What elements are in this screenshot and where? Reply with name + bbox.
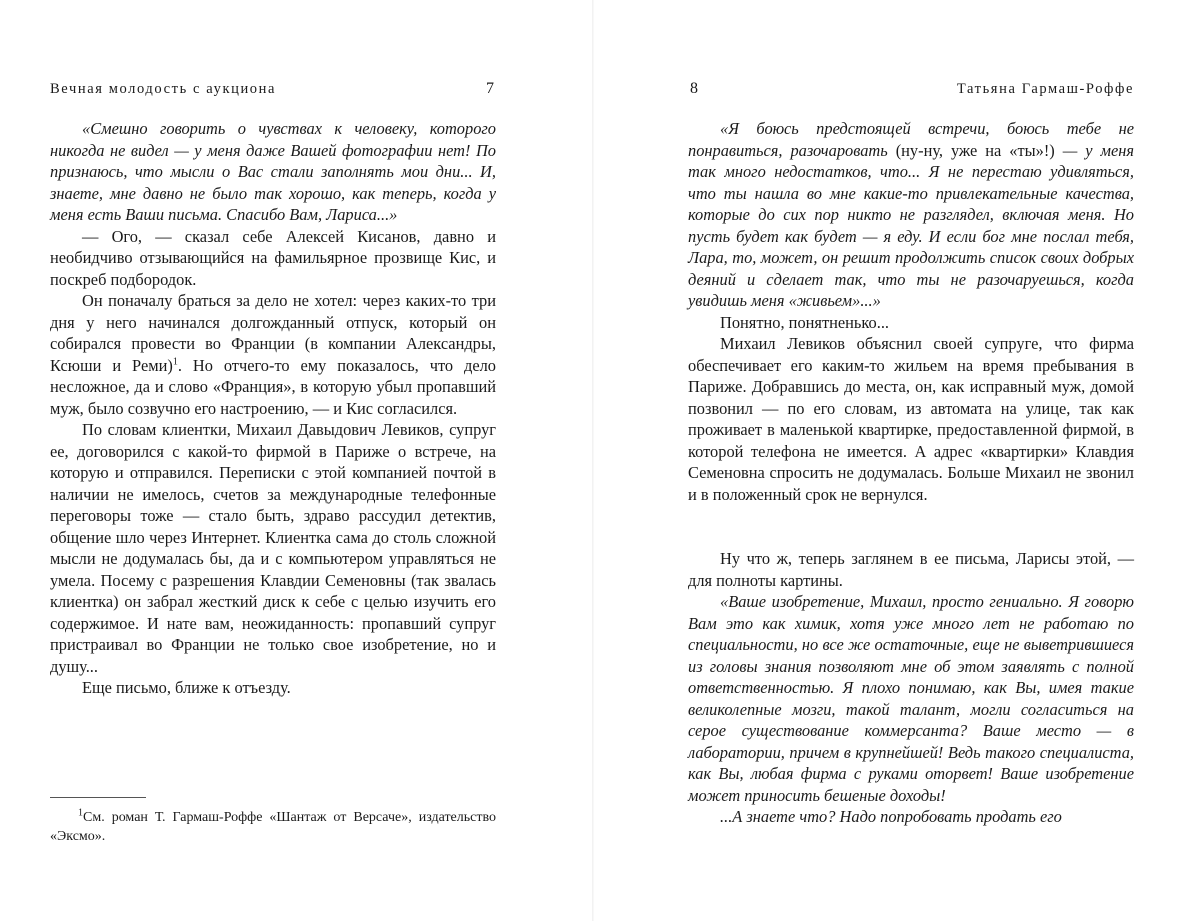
body-paragraph: — Ого, — сказал себе Алексей Кисанов, давно и необидчиво отзывающийся на фамильярное прозвище Кис, и поскреб подбородок.: [50, 226, 496, 289]
right-page: [688, 0, 1134, 921]
paragraph-text: . Но отчего-то ему показалось, что дело несложное, да и слово «Франция», в которую убыл пропавший муж, было созвучно его настроению, — и Кис согласился.: [50, 355, 496, 418]
left-page-number: 7: [486, 80, 494, 97]
body-paragraph: Еще письмо, ближе к отъезду.: [82, 678, 291, 697]
footnote-separator: [50, 797, 146, 798]
footnote-text: См. роман Т. Гармаш-Роффе «Шантаж от Версаче», издательство «Эксмо».: [50, 810, 496, 844]
body-paragraph: Михаил Левиков объяснил своей супруге, что фирма обеспечивает его каким-то жильем на время пребывания в Париже. Добравшись до места, он, как исправный муж, домой позвонил — по его словам, из автомата на улице, так как проживает в маленькой квартирке, предоставленной фирмой, в которой телефона не имеется. А адрес «квартирки» Клавдия Семеновна спросить не додумалась. Больше Михаил не звонил и в положенный срок не вернулся.: [688, 334, 1134, 504]
left-page-body: [50, 118, 496, 699]
letter-paragraph: «Ваше изобретение, Михаил, просто гениально. Я говорю Вам это как химик, хотя уже много лет не работаю по специальности, но все же остаточные, еще не выветрившиеся из головы знания позволяют мне об этом заявлять с полной ответственностью. Я плохо понимаю, как Вы, имея такие великолепные мозги, такой талант, могли согласиться на серое существование коммерсанта? Ваше место — в лаборатории, причем в крупнейшей! Ведь такого специалиста, как Вы, любая фирма с руками оторвет! Ваше изобретение может приносить бешеные доходы!: [688, 592, 1134, 805]
body-paragraph: Понятно, понятненько...: [720, 312, 890, 332]
paragraph-text: Он поначалу браться за дело не хотел: через каких-то три дня у него начинался долгожданный отпуск, который он собирался провести во Франции (в компании Александры, Ксюши и Реми): [50, 291, 496, 375]
left-running-head: [50, 78, 496, 100]
letter-paragraph: [688, 118, 1134, 312]
book-gutter: [592, 0, 594, 921]
body-paragraph: [50, 290, 496, 419]
right-running-title: Татьяна Гармаш-Роффе: [956, 81, 1134, 97]
right-page-number: 8: [690, 80, 698, 97]
body-paragraph: Ну что ж, теперь заглянем в ее письма, Ларисы этой, — для полноты картины.: [688, 549, 1134, 590]
letter-paragraph: «Смешно говорить о чувствах к человеку, которого никогда не видел — у меня даже Вашей фотографии нет! По признаюсь, что мысли о Вас стали заполнять мои дни... И, знаете, мне давно не было так хорошо, как теперь, когда у меня есть Ваши письма. Спасибо Вам, Лариса...»: [50, 119, 496, 224]
letter-text: — у меня так много недостатков, что... Я не перестаю удивляться, что ты нашла во мне какие-то привлекательные качества, которые до сих пор никто не разглядел, включая меня. Но пусть будет как будет — я еду. И если бог мне послал тебя, Лара, то, может, он решит продолжить список своих добрых деяний и сделает так, что ты не разочаруешься, когда увидишь меня «живьем»...»: [688, 140, 1134, 310]
footnote-reference[interactable]: 1: [172, 356, 178, 368]
letter-paragraph: ...А знаете что? Надо попробовать продать его: [720, 807, 1062, 826]
right-page-body: [688, 118, 1134, 828]
body-paragraph: По словам клиентки, Михаил Давыдович Левиков, супруг ее, договорился с какой-то фирмой в Париже о встрече, на которую и отправился. Переписки с этой компанией почтой в наличии не имелось, счетов за международные телефонные переговоры тоже — стало быть, здраво рассудил детектив, общение шло через Интернет. Клиентка сама до столь сложной мысли не додумалась бы, да и с компьютером управляться не умела. Посему с разрешения Клавдии Семеновны (так звалась клиентка) он забрал жесткий диск к себе с целью изучить его содержимое. И нате вам, неожиданность: пропавший супруг пристраивал во Франции не только свое изобретение, но и душу...: [50, 420, 496, 676]
author-aside: (ну-ну, уже на «ты»!): [895, 140, 1055, 160]
left-page: [50, 0, 496, 921]
footnote: [50, 808, 496, 846]
letter-text: «Я боюсь предстоящей встречи, боюсь тебе не понравиться, разочаровать: [688, 119, 1134, 160]
right-running-head: [688, 78, 1134, 100]
footnote-marker: 1: [78, 807, 83, 819]
left-running-title: Вечная молодость с аукциона: [50, 81, 277, 97]
